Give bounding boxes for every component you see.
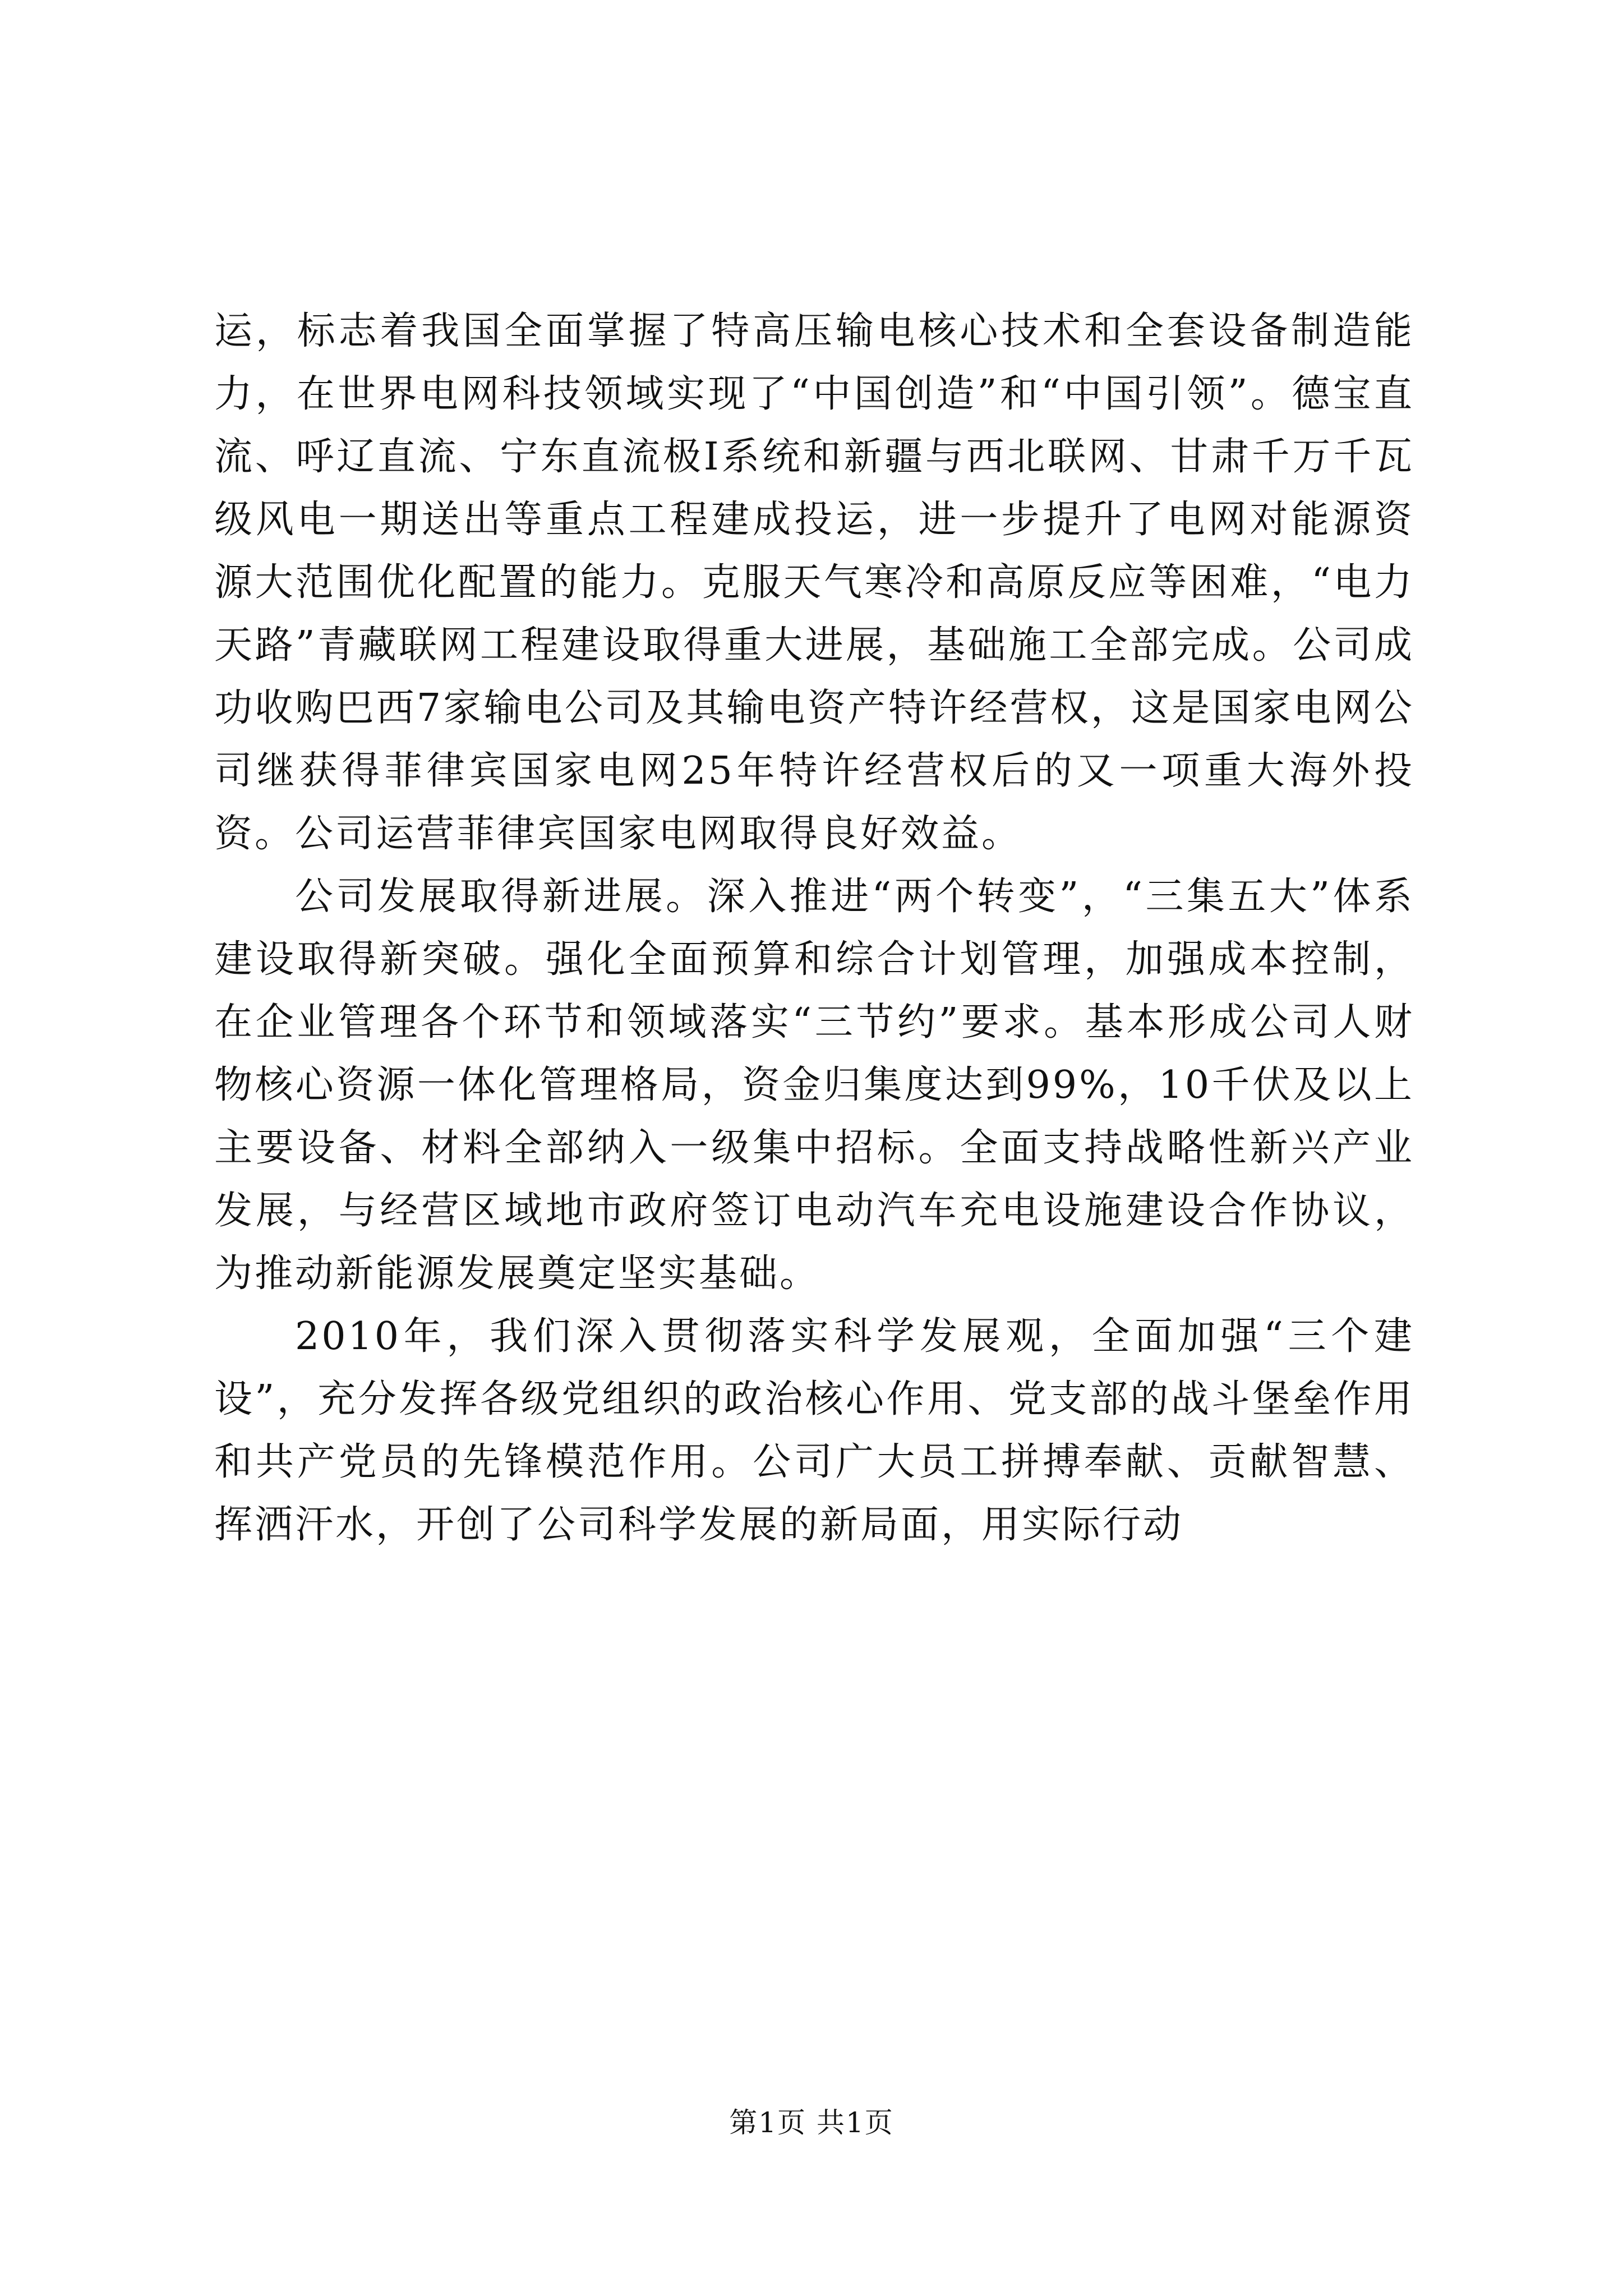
- paragraph-3: 2010年，我们深入贯彻落实科学发展观，全面加强“三个建设”，充分发挥各级党组织的政治核心作用、党支部的战斗堡垒作用和共产党员的先锋模范作用。公司广大员工拼搏奉献、贡献智慧、挥洒汗水，开创了公司科学发展的新局面，用实际行动: [214, 1314, 1414, 1547]
- paragraph-1: 运，标志着我国全面掌握了特高压输电核心技术和全套设备制造能力，在世界电网科技领域实现了“中国创造”和“中国引领”。德宝直流、呼辽直流、宁东直流极Ⅰ系统和新疆与西北联网、甘肃千万千瓦级风电一期送出等重点工程建成投运，进一步提升了电网对能源资源大范围优化配置的能力。克服天气寒冷和高原反应等困难，“电力天路”青藏联网工程建设取得重大进展，基础施工全部完成。公司成功收购巴西7家输电公司及其输电资产特许经营权，这是国家电网公司继获得菲律宾国家电网25年特许经营权后的又一项重大海外投资。公司运营菲律宾国家电网取得良好效益。: [214, 309, 1414, 856]
- paragraph-2: 公司发展取得新进展。深入推进“两个转变”，“三集五大”体系建设取得新突破。强化全面预算和综合计划管理，加强成本控制，在企业管理各个环节和领域落实“三节约”要求。基本形成公司人财物核心资源一体化管理格局，资金归集度达到99%，10千伏及以上主要设备、材料全部纳入一级集中招标。全面支持战略性新兴产业发展，与经营区域地市政府签订电动汽车充电设施建设合作协议，为推动新能源发展奠定坚实基础。: [214, 875, 1414, 1296]
- page-footer: 第1页 共1页: [729, 2106, 894, 2139]
- document-body: [214, 300, 1414, 1557]
